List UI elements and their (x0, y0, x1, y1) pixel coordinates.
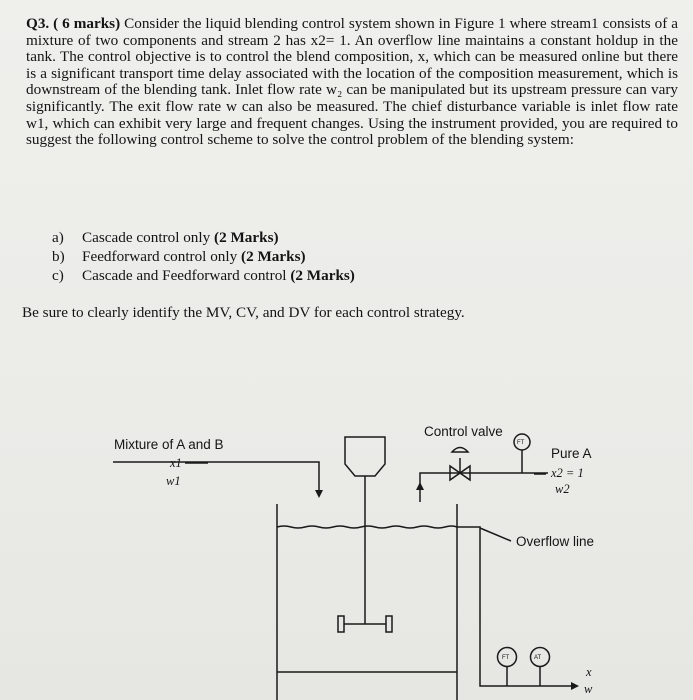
part-marks: (2 Marks) (290, 267, 355, 284)
at-bottom-tag: AT (534, 655, 542, 661)
outlet-w-label: w (584, 682, 593, 696)
stream2-w-label: w2 (555, 482, 570, 496)
stream2-label: Pure A (551, 446, 592, 461)
outlet-arrow (571, 682, 579, 690)
mixer-motor (345, 437, 385, 476)
overflow-line (457, 527, 571, 686)
tank-outline (277, 504, 457, 700)
part-letter: a) (52, 229, 64, 246)
ft-bottom-tag: FT (502, 655, 510, 661)
stream1-label: Mixture of A and B (114, 437, 224, 452)
liquid-level (277, 526, 457, 528)
part-marks: (2 Marks) (241, 248, 306, 265)
overflow-label: Overflow line (516, 534, 595, 549)
part-letter: b) (52, 248, 65, 265)
stream1-x-label: x1 (170, 456, 182, 470)
part-text: Cascade control only (82, 229, 215, 246)
question-body: Consider the liquid blending control system shown in Figure 1 where stream1 consists of a mixture of two components and stream 2 has x2= 1. An overflow line maintains a constant holdup in the tank. The control objective is to control the blend composition, x, which can be measured online but there is a significant transport time delay associated with the location of the composition measurement, which is downstream of the blending tank. Inlet flow rate w₂ can be manipulated but its upstream pressure can vary significantly. The exit flow rate w can also be measured. The chief disturbance variable is inlet flow rate w1, which can exhibit very large and frequent changes. Using the instrument provided, you are required to suggest the following control scheme to solve the control problem of the blending system: (26, 15, 679, 149)
stream1-w-label: w1 (166, 474, 181, 488)
instruction-text: Be sure to clearly identify the MV, CV, and DV for each control strategy. (22, 304, 465, 321)
stream1-arrow (315, 490, 323, 498)
part-marks: (2 Marks) (214, 229, 279, 246)
part-letter: c) (52, 267, 64, 284)
part-text: Feedforward control only (82, 248, 242, 265)
stream2-arrow (416, 482, 424, 490)
control-valve-label: Control valve (424, 424, 503, 439)
stream1-pipe (113, 462, 319, 492)
question-marks: ( 6 marks) (53, 15, 121, 32)
stream2-x-label: x2 = 1 (551, 466, 584, 480)
stream2-pipe (420, 473, 548, 502)
part-text: Cascade and Feedforward control (82, 267, 291, 284)
ft-top-tag: FT (517, 440, 525, 446)
question-number: Q3. (26, 15, 50, 32)
outlet-x-label: x (586, 665, 592, 679)
